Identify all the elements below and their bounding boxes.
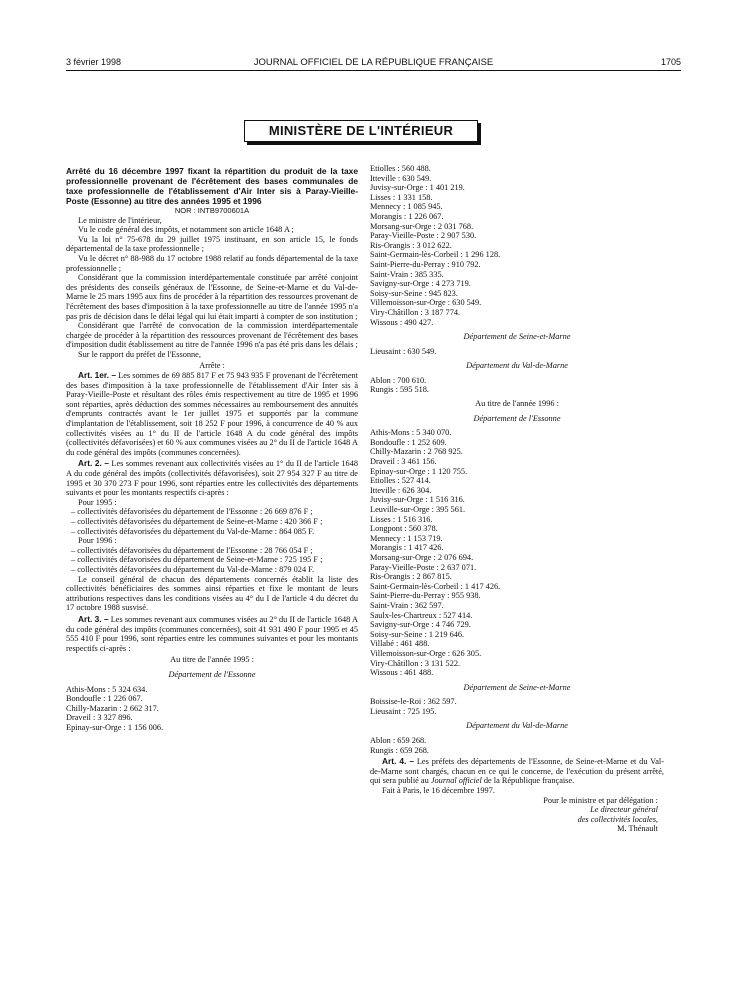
dept-essonne-1996: Département de l'Essonne bbox=[473, 413, 561, 423]
preamble-line: Vu le code général des impôts, et notamment son article 1648 A ; bbox=[78, 225, 294, 235]
commune-list-seine-1996 bbox=[370, 697, 664, 716]
journal-title: JOURNAL OFFICIEL DE LA RÉPUBLIQUE FRANÇAISE bbox=[253, 57, 494, 68]
page-number: 1705 bbox=[660, 57, 681, 67]
allocation-item: – collectivités défavorisées du département du Val-de-Marne : 879 024 F. bbox=[66, 565, 358, 575]
list-item: Ablon : 659 268. bbox=[370, 736, 427, 746]
preamble-line: Vu le décret n° 88-988 du 17 octobre 1988 relatif au fonds départemental de la taxe professionnelle ; bbox=[66, 253, 358, 273]
list-item: Mennecy : 1 085 945. bbox=[370, 202, 443, 212]
article-4-text-before: Les préfets des départements de l'Essonne, de Seine-et-Marne et du Val-de-Marne sont chargés, chacun en ce qui le concerne, de l'exécution du présent arrêté, qui sera publié au bbox=[370, 757, 664, 786]
list-item: Ris-Orangis : 3 012 622. bbox=[370, 240, 452, 250]
list-item: Lisses : 1 516 316. bbox=[370, 514, 433, 524]
dept-seine-1995: Département de Seine-et-Marne bbox=[463, 332, 571, 342]
header-rule bbox=[66, 70, 681, 71]
page-header bbox=[66, 57, 681, 71]
list-item: Lieusaint : 630 549. bbox=[370, 346, 437, 356]
list-item: Morangis : 1 417 426. bbox=[370, 543, 444, 553]
dept-val-1995: Département du Val-de-Marne bbox=[466, 361, 568, 371]
article-4-label: Art. 4. – bbox=[382, 756, 414, 767]
list-item: Saint-Vrain : 362 597. bbox=[370, 600, 444, 610]
signatory-name: M. Thénault bbox=[617, 824, 658, 834]
list-item: Mennecy : 1 153 719. bbox=[370, 533, 443, 543]
commune-list-seine-1995 bbox=[370, 347, 664, 357]
commune-list-val-1995 bbox=[370, 376, 664, 395]
list-item: Ablon : 700 610. bbox=[370, 375, 427, 385]
article-4-text-after: de la République française. bbox=[483, 776, 575, 786]
allocation-item: – collectivités défavorisées du département du Val-de-Marne : 864 085 F. bbox=[66, 527, 358, 537]
list-item: Rungis : 659 268. bbox=[370, 745, 430, 755]
commune-list-essonne-1996 bbox=[370, 428, 664, 677]
list-item: Longpont : 560 378. bbox=[370, 524, 438, 534]
commune-list-essonne-1995-part2 bbox=[370, 164, 664, 327]
list-item: Saint-Germain-lès-Corbeil : 1 296 128. bbox=[370, 250, 501, 260]
preamble-line: Considérant que la commission interdépartementale constituée par arrêté conjoint des présidents des conseils généraux de l'Essonne, de Seine-et-Marne et du Val-de-Marne le 25 mars 1995 aux fins de procéder à la répartition des ressources provenant de l'écrêtement des bases d'imposition à la taxe professionnelle au titre de l'année 1995 n'a pas pris de décision dans le délai légal qui lui était imparti à compter de son institution ; bbox=[66, 273, 358, 321]
article-1-text: Les sommes de 69 885 817 F et 75 943 935 F provenant de l'écrêtement des bases d'imposition à la taxe professionnelle de l'établissement d'Air Inter sis à Paray-Vieille-Poste et résultant des rôles émis respectivement au titre de 1995 et 1996 sont réparties, après déduction des sommes nécessaires au remboursement des annuités d'emprunts contractés avant le 1er juillet 1975 et supportés par la commune d'implantation de l'établissement, soit 18 252 F pour 1996, à concurrence de 40 % aux collectivités visées au 1° du II de l'article 1648 A du code général des impôts (collectivités défavorisées) et 60 % aux communes visées au 2° du II de l'article 1648 A du code général des impôts (communes concernées). bbox=[66, 371, 358, 457]
list-item: Athis-Mons : 5 324 634. bbox=[66, 684, 148, 694]
list-item: Draveil : 3 461 156. bbox=[370, 457, 437, 467]
list-item: Morsang-sur-Orge : 2 076 694. bbox=[370, 552, 474, 562]
article-1-label: Art. 1er. – bbox=[78, 370, 116, 381]
list-item: Soisy-sur-Seine : 945 823. bbox=[370, 288, 458, 298]
decree-title: Arrêté du 16 décembre 1997 fixant la répartition du produit de la taxe professionnelle provenant de l'écrêtement des bases communales de taxe professionnelle de l'établissement d'Air Inter sis à Paray-Vieille-Poste (Essonne) au titre des années 1995 et 1996 bbox=[66, 166, 358, 206]
list-item: Juvisy-sur-Orge : 1 516 316. bbox=[370, 495, 465, 505]
list-item: Etiolles : 560 488. bbox=[370, 164, 431, 173]
list-item: Draveil : 3 327 896. bbox=[66, 713, 133, 723]
list-item: Wissous : 461 488. bbox=[370, 668, 434, 678]
list-item: Saint-Pierre-du-Perray : 955 938. bbox=[370, 591, 481, 601]
arrete-heading: Arrête : bbox=[199, 360, 225, 370]
article-3-text: Les sommes revenant aux communes visées au 2° du II de l'article 1648 A du code général des impôts (communes concernées), soit 41 931 490 F pour 1995 et 45 555 410 F pour 1996, sont réparties entre les communes suivantes et pour les montants respectifs ci-après : bbox=[66, 614, 358, 653]
allocation-item: – collectivités défavorisées du département de Seine-et-Marne : 420 366 F ; bbox=[66, 517, 358, 527]
list-item: Saint-Germain-lès-Corbeil : 1 417 426. bbox=[370, 581, 501, 591]
list-item: Athis-Mons : 5 340 070. bbox=[370, 428, 452, 438]
list-item: Bondoufle : 1 252 609. bbox=[370, 437, 447, 447]
article-3 bbox=[66, 615, 358, 653]
list-item: Chilly-Mazarin : 2 768 925. bbox=[370, 447, 463, 457]
year-1996-heading: Au titre de l'année 1996 : bbox=[475, 399, 559, 409]
list-item: Boissise-le-Roi : 362 597. bbox=[370, 697, 457, 707]
list-item: Leuville-sur-Orge : 395 561. bbox=[370, 505, 466, 514]
list-item: Epinay-sur-Orge : 1 120 755. bbox=[370, 466, 468, 476]
list-item: Juvisy-sur-Orge : 1 401 219. bbox=[370, 183, 465, 193]
list-item: Bondoufle : 1 226 067. bbox=[66, 694, 143, 704]
list-item: Savigny-sur-Orge : 4 746 729. bbox=[370, 620, 471, 630]
signature-title: Le directeur général bbox=[590, 805, 658, 815]
list-item: Itteville : 626 304. bbox=[370, 485, 432, 495]
list-item: Wissous : 490 427. bbox=[370, 317, 434, 327]
preamble-line: Le ministre de l'intérieur, bbox=[78, 215, 162, 225]
pour-1996: Pour 1996 : bbox=[78, 536, 117, 546]
journal-officiel-ref: Journal officiel bbox=[430, 776, 482, 786]
list-item: Viry-Châtillon : 3 131 522. bbox=[370, 658, 461, 668]
dept-val-1996: Département du Val-de-Marne bbox=[466, 721, 568, 731]
list-item: Paray-Vieille-Poste : 2 637 071. bbox=[370, 562, 477, 572]
ministry-box: MINISTÈRE DE L'INTÉRIEUR bbox=[244, 120, 478, 142]
pour-1995: Pour 1995 : bbox=[78, 497, 117, 507]
list-item: Epinay-sur-Orge : 1 156 006. bbox=[66, 722, 164, 732]
publication-date: 3 février 1998 bbox=[66, 57, 122, 67]
commune-list-essonne-1995-part1 bbox=[66, 685, 358, 733]
article-2 bbox=[66, 459, 358, 497]
list-item: Saint-Pierre-du-Perray : 910 792. bbox=[370, 259, 481, 269]
left-column bbox=[66, 166, 358, 732]
list-item: Ris-Orangis : 2 867 815. bbox=[370, 572, 452, 582]
dept-essonne-1995: Département de l'Essonne bbox=[168, 669, 256, 679]
list-item: Villabé : 461 488. bbox=[370, 639, 430, 649]
preamble-line: Vu la loi n° 75-678 du 29 juillet 1975 instituant, en son article 15, le fonds départemental de la taxe professionnelle ; bbox=[66, 234, 358, 254]
preamble-line: Considérant que l'arrêté de convocation de la commission interdépartementale chargée de procéder à la répartition des ressources provenant de l'écrêtement des bases d'imposition dudit établissement au titre de l'année 1996 n'a pas été pris dans les délais ; bbox=[66, 321, 358, 350]
list-item: Itteville : 630 549. bbox=[370, 173, 432, 183]
allocation-item: – collectivités défavorisées du département de l'Essonne : 28 766 054 F ; bbox=[66, 546, 358, 556]
article-2-after: Le conseil général de chacun des départements concernés établit la liste des collectivités bénéficiaires des sommes ainsi réparties et fixe le montant de leurs attributions respectives dans les conditions visées au 4° du I de l'article 4 du décret du 17 octobre 1988 susvisé. bbox=[66, 574, 358, 613]
commune-list-val-1996 bbox=[370, 736, 664, 755]
list-item: Soisy-sur-Seine : 1 219 646. bbox=[370, 629, 465, 639]
allocation-item: – collectivités défavorisées du département de l'Essonne : 26 669 876 F ; bbox=[66, 507, 358, 517]
dept-seine-1996: Département de Seine-et-Marne bbox=[463, 682, 571, 692]
article-4 bbox=[370, 757, 664, 786]
list-item: Lieusaint : 725 195. bbox=[370, 706, 437, 716]
signature-title: des collectivités locales, bbox=[577, 814, 658, 824]
right-column bbox=[370, 164, 664, 834]
article-2-text: Les sommes revenant aux collectivités visées au 1° du II de l'article 1648 A du code général des impôts (collectivités défavorisées), soit 27 954 327 F au titre de 1995 et 30 370 273 F pour 1996, sont réparties entre les collectivités des départements suivants et pour les montants respectifs ci-après : bbox=[66, 459, 358, 498]
list-item: Paray-Vieille-Poste : 2 907 530. bbox=[370, 231, 477, 241]
list-item: Morangis : 1 226 067. bbox=[370, 211, 444, 221]
list-item: Saint-Vrain : 385 335. bbox=[370, 269, 444, 279]
list-item: Morsang-sur-Orge : 2 031 768. bbox=[370, 221, 474, 231]
year-1995-heading: Au titre de l'année 1995 : bbox=[170, 655, 254, 665]
signature-block bbox=[370, 796, 664, 834]
article-2-label: Art. 2. – bbox=[78, 458, 110, 469]
list-item: Lisses : 1 331 158. bbox=[370, 192, 433, 202]
list-item: Villemoisson-sur-Orge : 626 305. bbox=[370, 648, 482, 658]
list-item: Chilly-Mazarin : 2 662 317. bbox=[66, 703, 159, 713]
list-item: Viry-Châtillon : 3 187 774. bbox=[370, 307, 461, 317]
list-item: Rungis : 595 518. bbox=[370, 385, 430, 395]
list-item: Saulx-les-Chartreux : 527 414. bbox=[370, 610, 473, 620]
article-1 bbox=[66, 371, 358, 457]
list-item: Etiolles : 527 414. bbox=[370, 476, 431, 486]
list-item: Savigny-sur-Orge : 4 273 719. bbox=[370, 279, 471, 289]
allocation-item: – collectivités défavorisées du département de Seine-et-Marne : 725 195 F ; bbox=[66, 555, 358, 565]
preamble-line: Sur le rapport du préfet de l'Essonne, bbox=[78, 349, 201, 359]
fait-a-paris: Fait à Paris, le 16 décembre 1997. bbox=[382, 786, 495, 796]
list-item: Villemoisson-sur-Orge : 630 549. bbox=[370, 298, 482, 308]
signature-line: Pour le ministre et par délégation : bbox=[543, 795, 658, 805]
article-3-label: Art. 3. – bbox=[78, 613, 109, 624]
nor-reference: NOR : INTB9700601A bbox=[174, 206, 250, 215]
